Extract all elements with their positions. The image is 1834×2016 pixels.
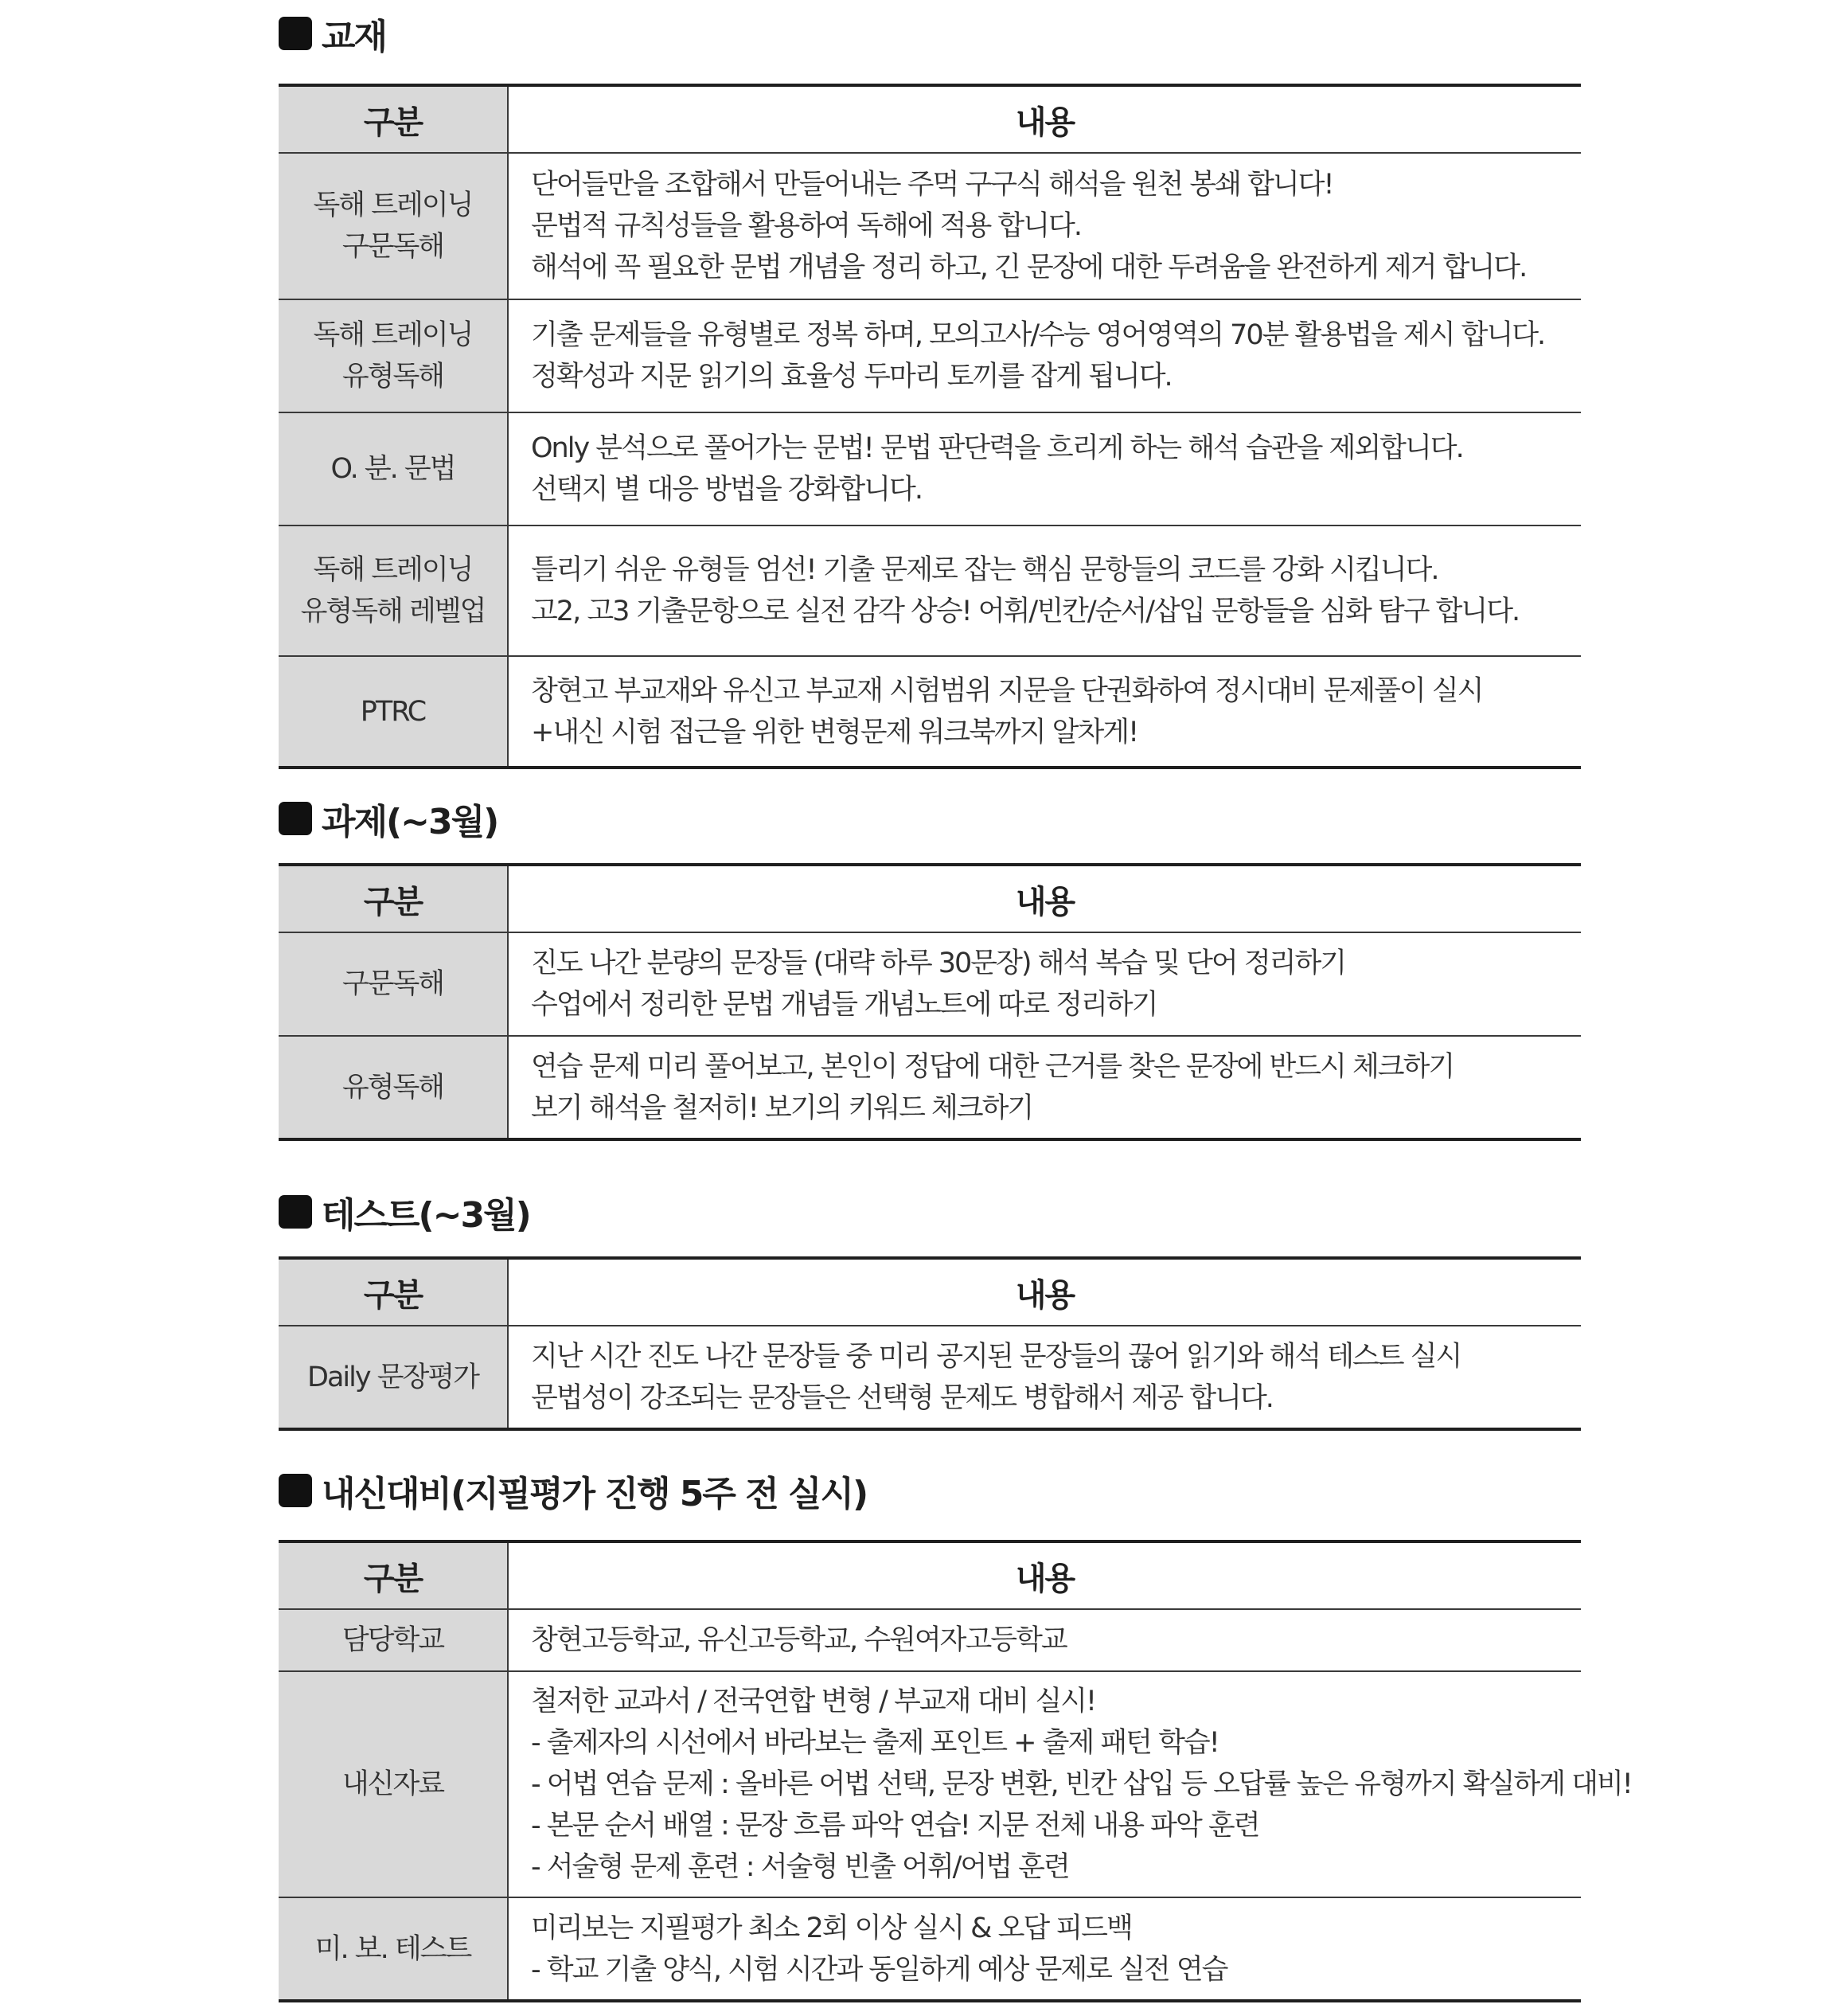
row-label bbox=[279, 412, 508, 525]
table-row bbox=[279, 299, 1581, 412]
content-line: 틀리기 쉬운 유형들 엄선! 기출 문제로 잡는 핵심 문항들의 코드를 강화 시킵니다. bbox=[531, 554, 1438, 586]
black-square-icon bbox=[279, 17, 312, 50]
row-label-line: 구문독해 bbox=[341, 231, 444, 263]
content-line: 연습 문제 미리 풀어보고, 본인이 정답에 대한 근거를 찾은 문장에 반드시 체크하기 bbox=[531, 1050, 1454, 1083]
content-line: 창현고 부교재와 유신고 부교재 시험범위 지문을 단권화하여 정시대비 문제풀이 실시 bbox=[531, 674, 1483, 707]
content-line: - 어법 연습 문제 : 올바른 어법 선택, 문장 변환, 빈칸 삽입 등 오답률 높은 유형까지 확실하게 대비! bbox=[531, 1768, 1632, 1800]
section-title-text: 과제(~3월) bbox=[322, 802, 498, 842]
content-line: 정확성과 지문 읽기의 효율성 두마리 토끼를 잡게 됩니다. bbox=[531, 361, 1172, 393]
table-row bbox=[279, 1609, 1581, 1671]
content-line: 미리보는 지필평가 최소 2회 이상 실시 & 오답 피드백 bbox=[531, 1912, 1132, 1944]
content-line: - 서술형 문제 훈련 : 서술형 빈출 어휘/어법 훈련 bbox=[531, 1851, 1069, 1883]
header-content: 내용 bbox=[508, 1258, 1581, 1326]
header-category: 구분 bbox=[279, 85, 508, 153]
row-label-line: 미. 보. 테스트 bbox=[314, 1932, 471, 1965]
content-line: 선택지 별 대응 방법을 강화합니다. bbox=[531, 474, 922, 506]
row-content bbox=[508, 299, 1581, 412]
row-label bbox=[279, 1671, 508, 1897]
textbook-table bbox=[279, 84, 1581, 769]
header-category: 구분 bbox=[279, 1258, 508, 1326]
row-label-line: 유형독해 레벨업 bbox=[300, 596, 486, 627]
table-row bbox=[279, 1036, 1581, 1139]
row-content bbox=[508, 1609, 1581, 1671]
content-line: 문법적 규칙성들을 활용하여 독해에 적용 합니다. bbox=[531, 210, 1081, 242]
row-label bbox=[279, 1326, 508, 1429]
header-category: 구분 bbox=[279, 1541, 508, 1609]
row-label-line: O. 분. 문법 bbox=[330, 453, 455, 485]
row-label bbox=[279, 1609, 508, 1671]
row-label bbox=[279, 299, 508, 412]
table-row bbox=[279, 656, 1581, 768]
content-line: 기출 문제들을 유형별로 정복 하며, 모의고사/수능 영어영역의 70분 활용법을 제시 합니다. bbox=[531, 319, 1545, 351]
section-title-text: 교재 bbox=[322, 17, 387, 57]
table-row bbox=[279, 153, 1581, 299]
header-content: 내용 bbox=[508, 85, 1581, 153]
row-label bbox=[279, 1897, 508, 2001]
black-square-icon bbox=[279, 1195, 312, 1229]
black-square-icon bbox=[279, 1474, 312, 1507]
black-square-icon bbox=[279, 802, 312, 835]
row-content bbox=[508, 1036, 1581, 1139]
section-title-text: 테스트(~3월) bbox=[322, 1195, 530, 1236]
row-label bbox=[279, 656, 508, 768]
section-title bbox=[279, 10, 386, 57]
row-label bbox=[279, 525, 508, 656]
row-content bbox=[508, 1671, 1632, 1897]
homework-table bbox=[279, 863, 1581, 1141]
row-label-line: 유형독해 bbox=[341, 1071, 444, 1104]
content-line: 문법성이 강조되는 문장들은 선택형 문제도 병합해서 제공 합니다. bbox=[531, 1381, 1273, 1414]
content-line: - 학교 기출 양식, 시험 시간과 동일하게 예상 문제로 실전 연습 bbox=[531, 1953, 1227, 1986]
header-content: 내용 bbox=[508, 1541, 1581, 1609]
table-row bbox=[279, 412, 1581, 525]
exam-prep-table bbox=[279, 1540, 1632, 2002]
content-line: - 출제자의 시선에서 바라보는 출제 포인트 + 출제 패턴 학습! bbox=[531, 1727, 1219, 1759]
table-header-row bbox=[279, 85, 1581, 153]
content-line: 해석에 꼭 필요한 문법 개념을 정리 하고, 긴 문장에 대한 두려움을 완전하게 제거 합니다. bbox=[531, 252, 1527, 283]
table-header-row bbox=[279, 865, 1581, 932]
row-label-line: 독해 트레이닝 bbox=[313, 554, 473, 586]
row-content bbox=[508, 656, 1581, 768]
header-category: 구분 bbox=[279, 865, 508, 932]
section-title-text: 내신대비(지필평가 진행 5주 전 실시) bbox=[322, 1474, 868, 1514]
table-row bbox=[279, 1671, 1581, 1897]
table-header-row bbox=[279, 1258, 1581, 1326]
content-line: 지난 시간 진도 나간 문장들 중 미리 공지된 문장들의 끊어 읽기와 해석 테스트 실시 bbox=[531, 1340, 1461, 1373]
content-line: 단어들만을 조합해서 만들어내는 주먹 구구식 해석을 원천 봉쇄 합니다! bbox=[531, 169, 1333, 201]
row-label-line: 구문독해 bbox=[341, 968, 444, 1000]
row-label-line: PTRC bbox=[360, 695, 426, 728]
row-label-line: 내신자료 bbox=[341, 1768, 444, 1800]
row-label-line: 담당학교 bbox=[341, 1624, 444, 1656]
table-header-row bbox=[279, 1541, 1581, 1609]
table-row bbox=[279, 525, 1581, 656]
row-label-line: Daily 문장평가 bbox=[307, 1361, 478, 1393]
table-row bbox=[279, 1897, 1581, 2001]
row-label bbox=[279, 932, 508, 1036]
header-content: 내용 bbox=[508, 865, 1581, 932]
section-title bbox=[279, 1188, 530, 1236]
row-label-line: 독해 트레이닝 bbox=[313, 189, 473, 221]
row-content bbox=[508, 525, 1581, 656]
content-line: +내신 시험 접근을 위한 변형문제 워크북까지 알차게! bbox=[531, 716, 1138, 748]
row-content bbox=[508, 932, 1581, 1036]
content-line: 진도 나간 분량의 문장들 (대략 하루 30문장) 해석 복습 및 단어 정리하기 bbox=[531, 947, 1346, 979]
row-label bbox=[279, 1036, 508, 1139]
content-line: 수업에서 정리한 문법 개념들 개념노트에 따로 정리하기 bbox=[531, 989, 1157, 1021]
content-line: 보기 해석을 철저히! 보기의 키워드 체크하기 bbox=[531, 1092, 1033, 1124]
row-content bbox=[508, 153, 1581, 299]
content-line: 철저한 교과서 / 전국연합 변형 / 부교재 대비 실시! bbox=[531, 1686, 1096, 1717]
row-content bbox=[508, 1326, 1581, 1429]
test-table bbox=[279, 1256, 1581, 1431]
row-label-line: 독해 트레이닝 bbox=[313, 319, 473, 351]
content-line: 창현고등학교, 유신고등학교, 수원여자고등학교 bbox=[531, 1624, 1067, 1656]
section-title bbox=[279, 1467, 867, 1514]
content-line: Only 분석으로 풀어가는 문법! 문법 판단력을 흐리게 하는 해석 습관을 제외합니다. bbox=[531, 432, 1463, 464]
row-label-line: 유형독해 bbox=[341, 361, 444, 393]
section-title bbox=[279, 795, 498, 842]
row-label bbox=[279, 153, 508, 299]
content-line: 고2, 고3 기출문항으로 실전 감각 상승! 어휘/빈칸/순서/삽입 문항들을 심화 탐구 합니다. bbox=[531, 596, 1520, 627]
row-content bbox=[508, 1897, 1581, 2001]
row-content bbox=[508, 412, 1581, 525]
content-line: - 본문 순서 배열 : 문장 흐름 파악 연습! 지문 전체 내용 파악 훈련 bbox=[531, 1810, 1259, 1842]
table-row bbox=[279, 1326, 1581, 1429]
table-row bbox=[279, 932, 1581, 1036]
